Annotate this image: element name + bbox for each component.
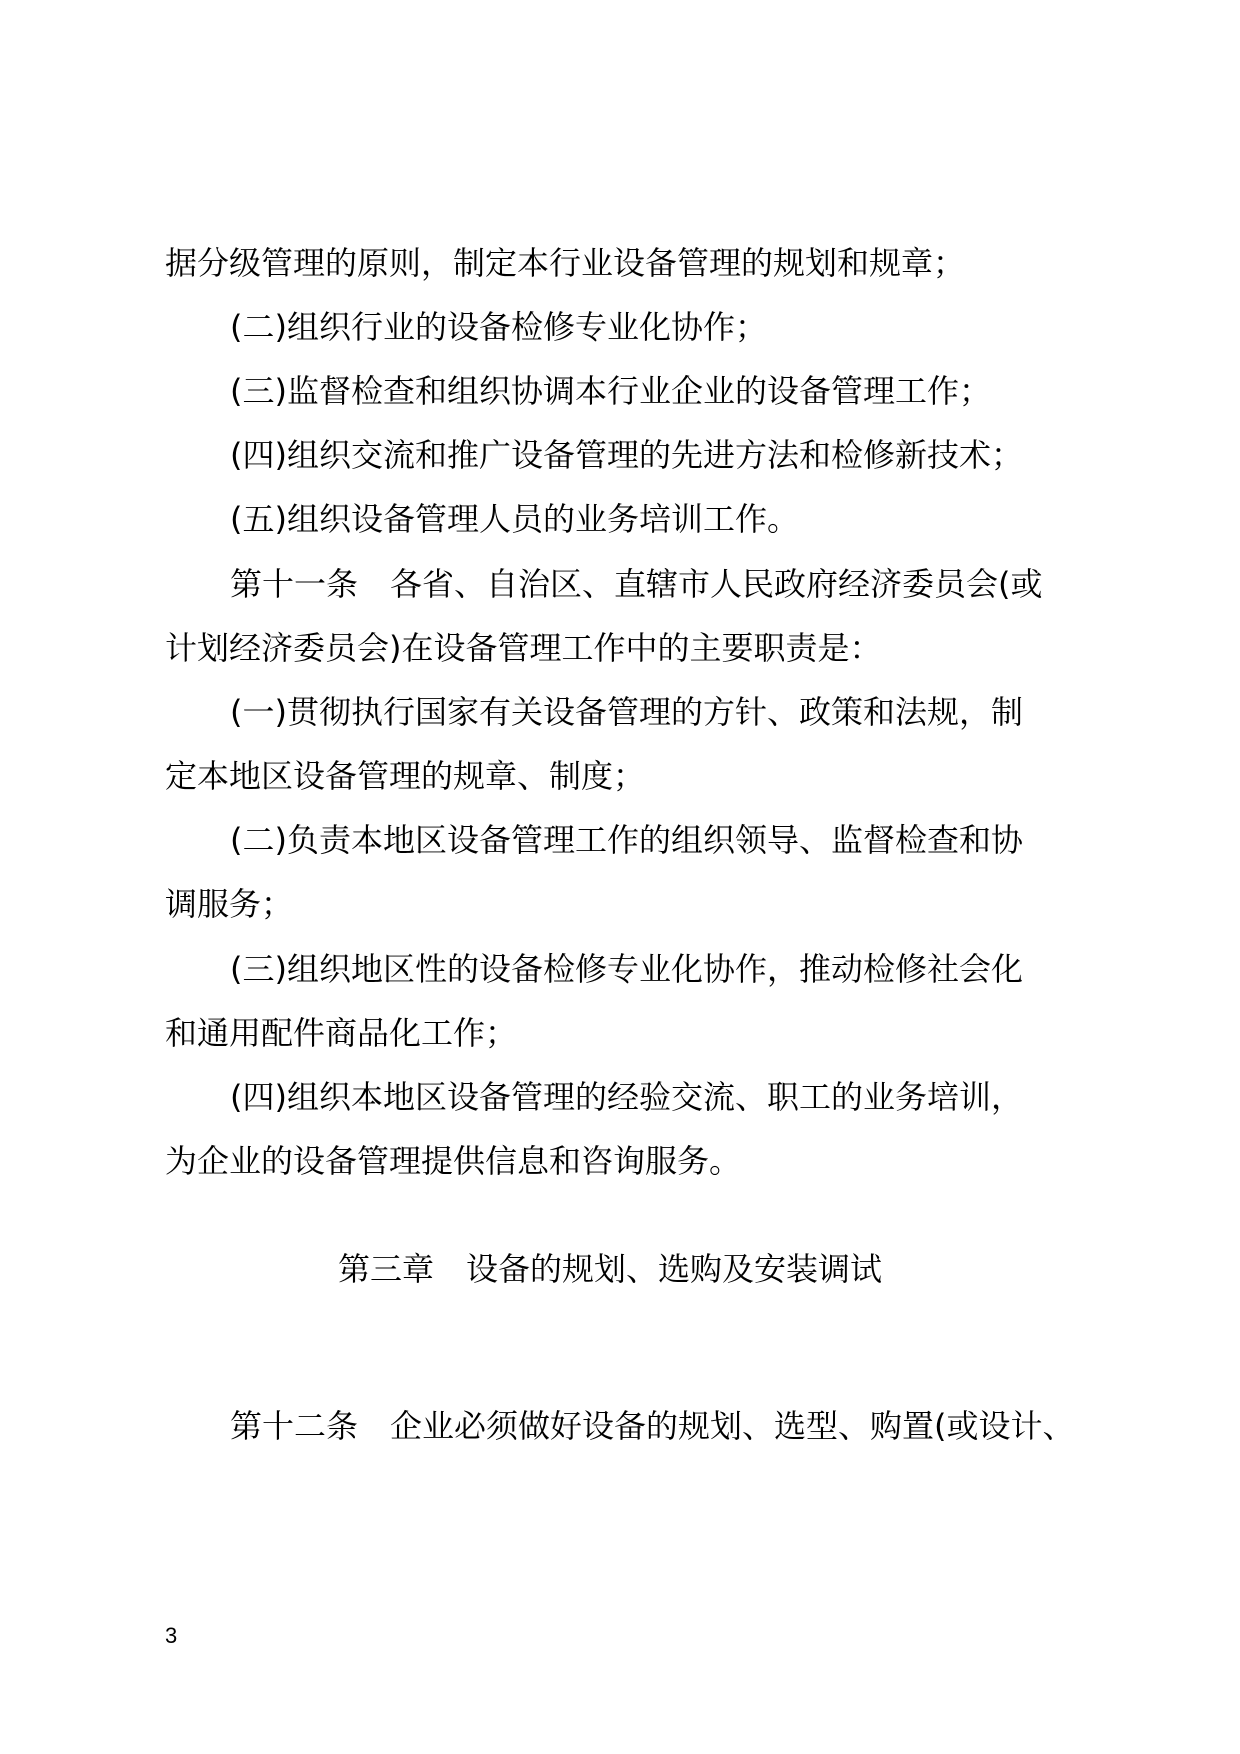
text-line: (四)组织交流和推广设备管理的先进方法和检修新技术；	[230, 436, 1023, 474]
article-12-line: 第十二条 企业必须做好设备的规划、选型、购置(或设计、	[230, 1407, 1075, 1445]
text-line: 据分级管理的原则，制定本行业设备管理的规划和规章；	[165, 244, 966, 282]
text-line: (二)组织行业的设备检修专业化协作；	[230, 308, 767, 346]
text-line: (五)组织设备管理人员的业务培训工作。	[230, 500, 799, 538]
text-line: (二)负责本地区设备管理工作的组织领导、监督检查和协	[230, 821, 1023, 859]
page-number: 3	[165, 1623, 178, 1648]
text-line: (四)组织本地区设备管理的经验交流、职工的业务培训，	[230, 1078, 1023, 1116]
text-line: 为企业的设备管理提供信息和咨询服务。	[165, 1142, 742, 1180]
text-line: 定本地区设备管理的规章、制度；	[165, 757, 646, 795]
text-line: (三)监督检查和组织协调本行业企业的设备管理工作；	[230, 372, 991, 410]
text-line: 和通用配件商品化工作；	[165, 1014, 518, 1052]
text-line: (一)贯彻执行国家有关设备管理的方针、政策和法规，制	[230, 693, 1023, 731]
chapter-heading: 第三章 设备的规划、选购及安装调试	[338, 1250, 883, 1288]
text-line: (三)组织地区性的设备检修专业化协作，推动检修社会化	[230, 950, 1023, 988]
text-line: 调服务；	[165, 885, 294, 923]
text-line: 计划经济委员会)在设备管理工作中的主要职责是：	[165, 629, 882, 667]
article-11-line: 第十一条 各省、自治区、直辖市人民政府经济委员会(或	[230, 565, 1043, 603]
